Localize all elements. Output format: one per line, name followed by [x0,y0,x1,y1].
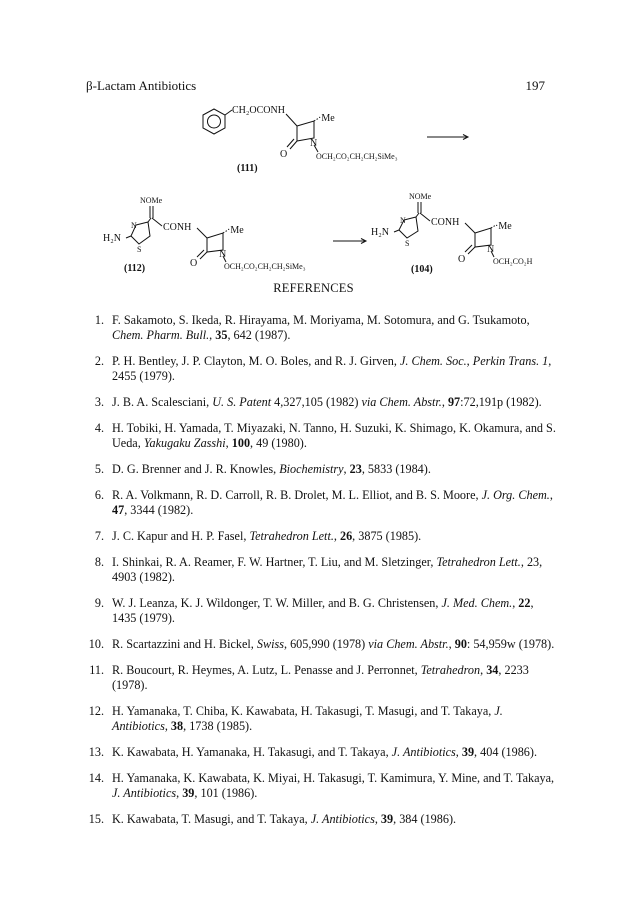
reference-text: P. H. Bentley, J. P. Clayton, M. O. Boles, and R. J. Girven, J. Chem. Soc., Perkin Trans. 1, 2455 (1979). [112,354,552,383]
page-number: 197 [525,78,545,93]
reference-number: 1. [94,313,104,327]
reference-item [82,529,557,544]
compound-104-amide: CONH [431,217,460,228]
compound-104-ring-n: N [400,216,406,225]
reference-item [82,596,557,626]
reference-item [82,771,557,801]
compound-111-id: (111) [237,163,258,174]
reference-text: F. Sakamoto, S. Ikeda, R. Hirayama, M. Moriyama, M. Sotomura, and G. Tsukamoto, Chem. Pharm. Bull., 35, 642 (1987). [112,313,530,342]
compound-104-acid: OCH₂CO₂H [493,257,533,266]
compound-111-methyl: ·Me [318,113,335,124]
reference-text: H. Yamanaka, T. Chiba, K. Kawabata, H. Takasugi, T. Masugi, and T. Takaya, J. Antibiotics, 38, 1738 (1985). [112,704,503,733]
reference-number: 4. [94,421,104,435]
reference-item [82,462,557,477]
compound-104-amino: H₂N [371,227,389,238]
reference-text: K. Kawabata, T. Masugi, and T. Takaya, J. Antibiotics, 39, 384 (1986). [112,812,457,826]
compound-111 [203,105,398,174]
reference-item [82,704,557,734]
compound-104-ring-s: S [405,239,410,248]
compound-112-nitrogen: N [219,249,227,260]
reference-number: 9. [94,596,104,610]
reference-item [82,354,557,384]
references-heading: REFERENCES [273,281,354,295]
reference-item [82,555,557,585]
reference-item [82,663,557,693]
compound-112-methyl: ·Me [227,225,244,236]
compound-104-methyl: ·Me [495,221,512,232]
reference-item [82,395,557,410]
reference-item [82,637,557,652]
compound-112-ring-n: N [131,221,137,230]
reference-text: H. Tobiki, H. Yamada, T. Miyazaki, N. Tanno, H. Suzuki, K. Shimago, K. Okamura, and S. Ueda, Yakugaku Zasshi, 100, 49 (1980). [112,421,556,450]
compound-111-side-chain: CH₂OCONH [232,105,285,116]
reference-item [82,745,557,760]
reference-number: 14. [88,771,104,785]
reference-text: D. G. Brenner and J. R. Knowles, Biochemistry, 23, 5833 (1984). [112,462,431,476]
compound-112-ester: OCH₂CO₂CH₂CH₂SiMe₃ [224,262,306,271]
reference-item [82,812,557,827]
reference-item [82,488,557,518]
reference-number: 10. [88,637,104,651]
reference-text: R. A. Volkmann, R. D. Carroll, R. B. Drolet, M. L. Elliot, and B. S. Moore, J. Org. Chem., 47, 3344 (1982). [112,488,553,517]
compound-112-oxime: NOMe [140,196,163,205]
reference-number: 8. [94,555,104,569]
reference-text: I. Shinkai, R. A. Reamer, F. W. Hartner, T. Liu, and M. Sletzinger, Tetrahedron Lett., 23, 4903 (1982). [112,555,543,584]
reference-item [82,421,557,451]
compound-104-oxime: NOMe [409,192,432,201]
reference-number: 2. [94,354,104,368]
compound-104 [371,192,533,275]
compound-112-ring-s: S [137,245,142,254]
reference-list [82,313,557,838]
reference-number: 6. [94,488,104,502]
reference-number: 12. [88,704,104,718]
reference-number: 5. [94,462,104,476]
compound-112-amide: CONH [163,222,192,233]
compound-112-oxygen: O [190,258,198,269]
reference-text: R. Scartazzini and H. Bickel, Swiss, 605,990 (1978) via Chem. Abstr., 90: 54,959w (1978). [112,637,555,651]
compound-112-id: (112) [124,263,146,274]
compound-111-nitrogen: N [310,138,318,149]
compound-112-amino: H₂N [103,233,121,244]
reaction-arrow-1 [427,135,468,140]
compound-104-oxygen: O [458,254,466,265]
compound-111-oxygen: O [280,149,288,160]
reference-item [82,313,557,343]
reference-text: H. Yamanaka, K. Kawabata, K. Miyai, H. Takasugi, T. Kamimura, Y. Mine, and T. Takaya, J. Antibiotics, 39, 101 (1986). [112,771,555,800]
reference-text: J. B. A. Scalesciani, U. S. Patent 4,327,105 (1982) via Chem. Abstr., 97:72,191p (1982). [112,395,542,409]
reference-number: 7. [94,529,104,543]
compound-104-id: (104) [411,264,433,275]
compound-111-ester: OCH₂CO₂CH₂CH₂SiMe₃ [316,152,398,161]
compound-112 [103,196,306,274]
benzene-aromatic-circle [208,115,221,128]
benzene-ring [203,109,225,134]
reference-number: 3. [94,395,104,409]
reference-text: R. Boucourt, R. Heymes, A. Lutz, L. Penasse and J. Perronnet, Tetrahedron, 34, 2233 (1978). [112,663,529,692]
reference-number: 13. [88,745,104,759]
reaction-arrow-2 [333,239,366,244]
reference-number: 15. [88,812,104,826]
running-title: β-Lactam Antibiotics [86,78,197,93]
reference-text: W. J. Leanza, K. J. Wildonger, T. W. Miller, and B. G. Christensen, J. Med. Chem., 22, 1435 (1979). [112,596,534,625]
compound-104-nitrogen: N [487,244,495,255]
reaction-scheme [0,0,627,280]
reference-text: K. Kawabata, H. Yamanaka, H. Takasugi, and T. Takaya, J. Antibiotics, 39, 404 (1986). [112,745,538,759]
reference-number: 11. [89,663,104,677]
reference-text: J. C. Kapur and H. P. Fasel, Tetrahedron Lett., 26, 3875 (1985). [112,529,422,543]
